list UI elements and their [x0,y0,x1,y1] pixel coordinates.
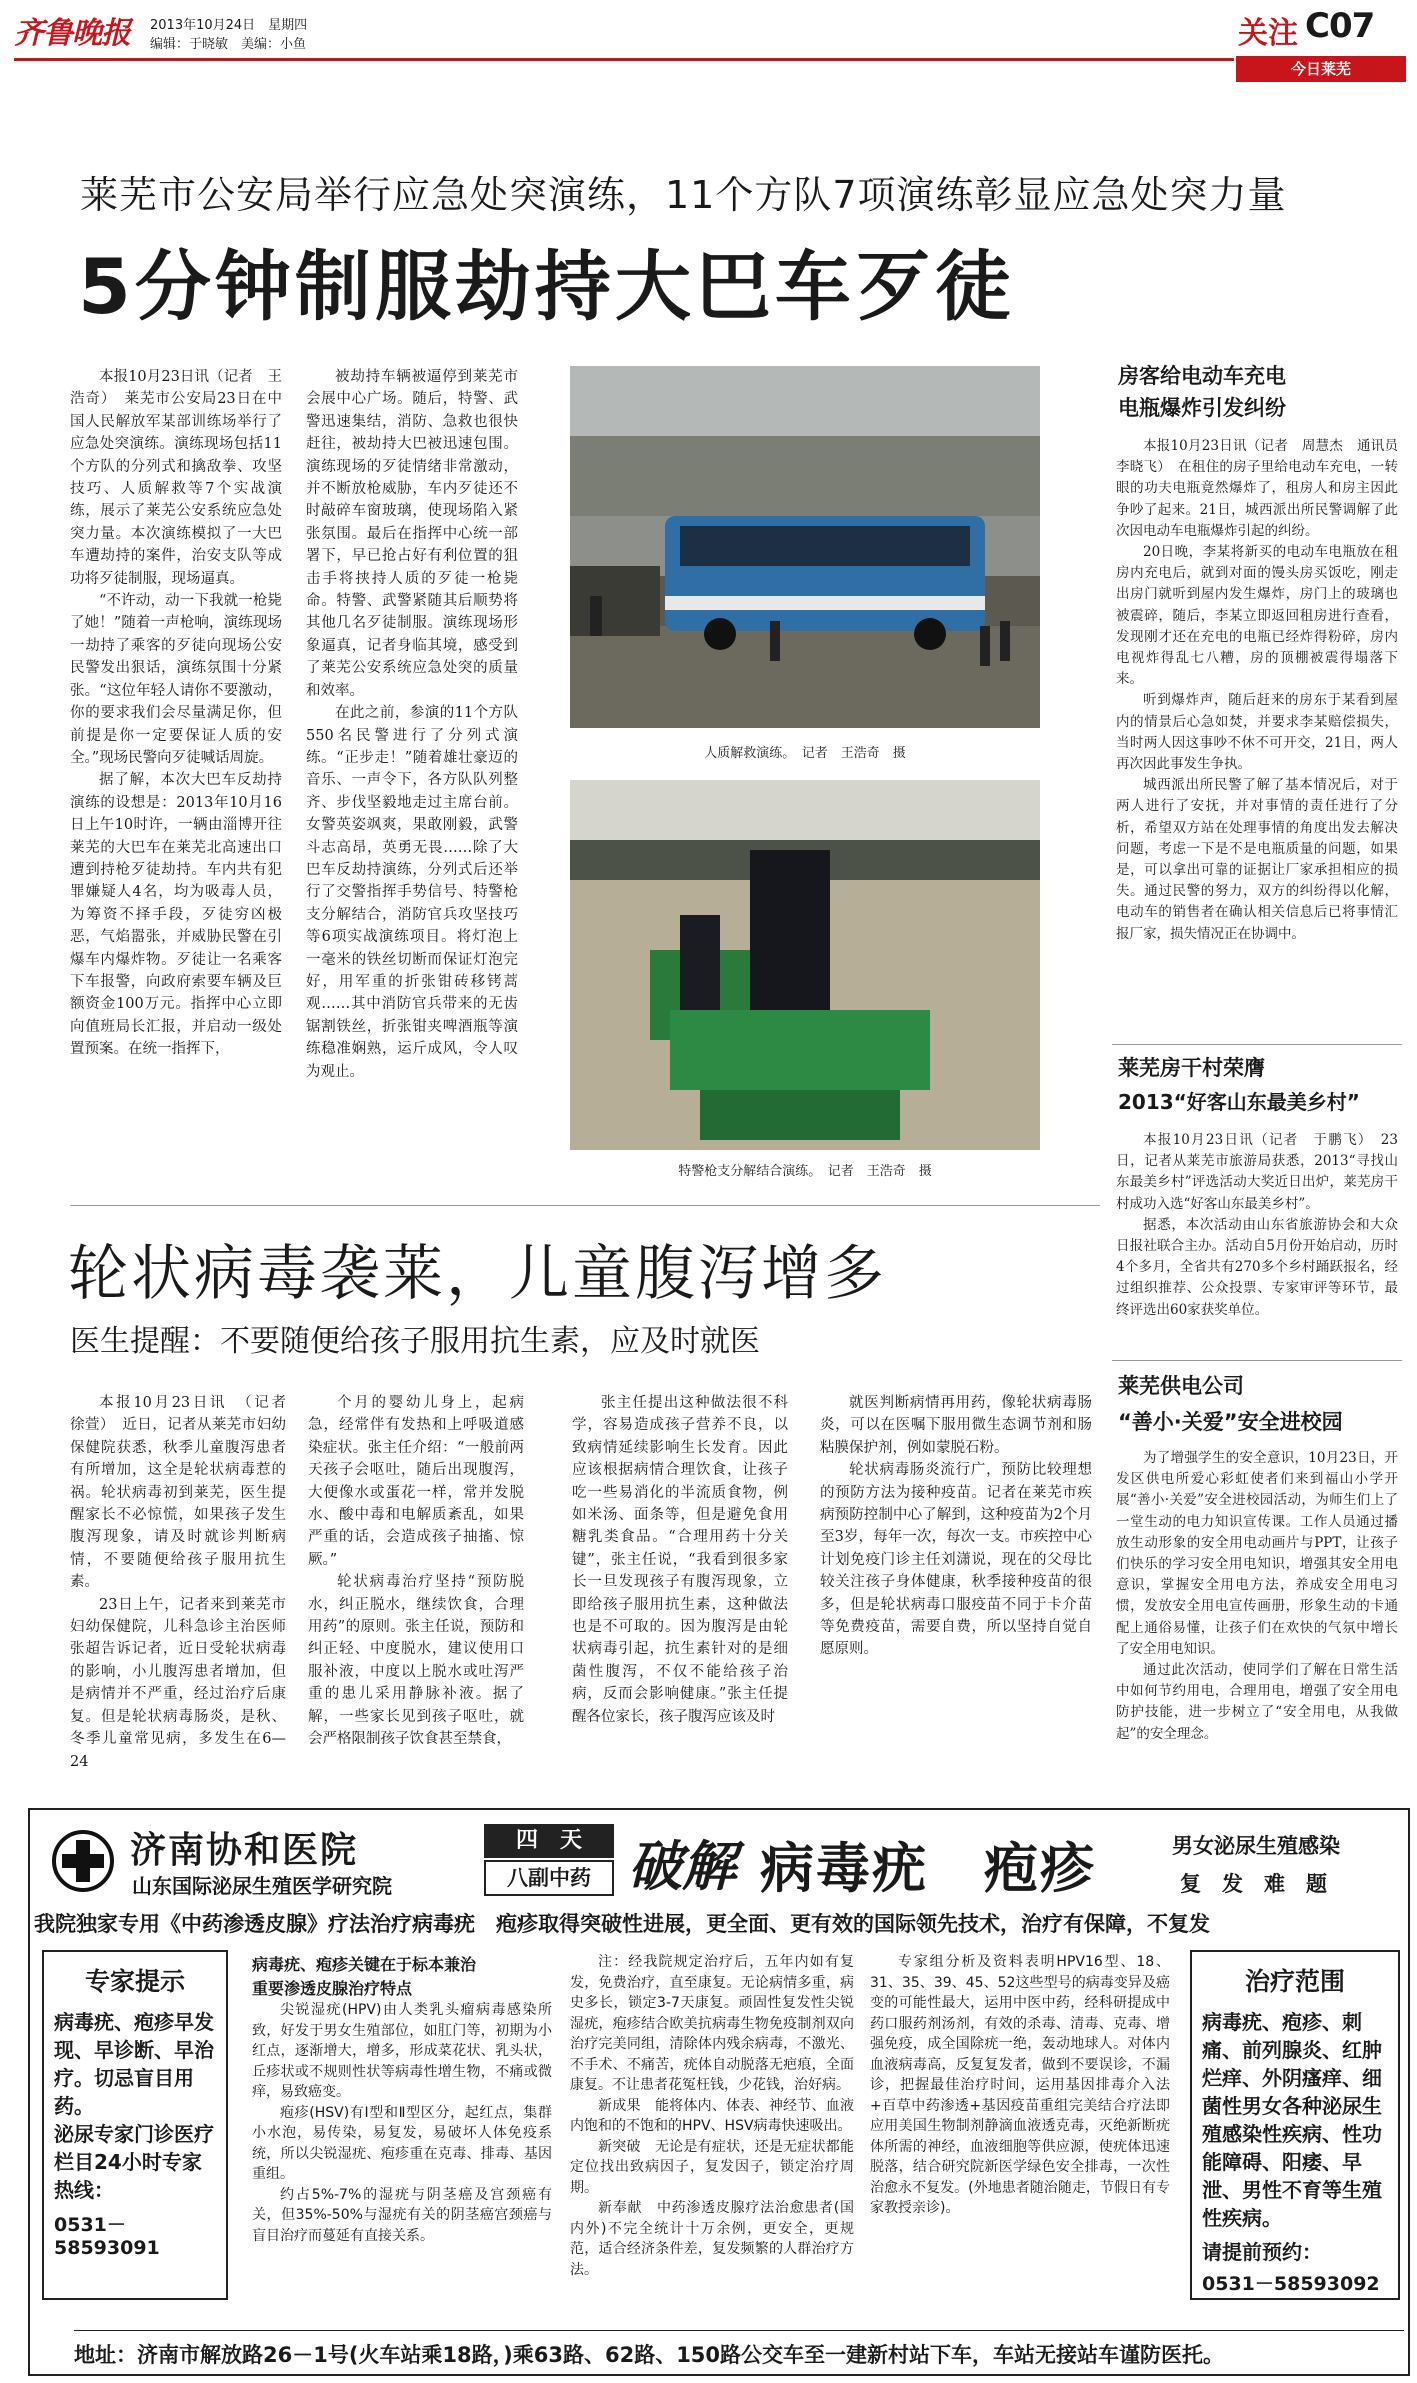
paragraph: 本报10月23日讯（记者 王浩奇） 莱芜市公安局23日在中国人民解放军某部训练场举行了应急处突演练。演练现场包括11个方队的分列式和擒敌拳、攻坚技巧、人质解救等7个实战演练，展示了莱芜公安系统应急处突力量。本次演练模拟了一大巴车遭劫持的案件，治安支队等成功将歹徒制服，现场逼真。 [70,369,282,587]
side3-divider [1112,1360,1402,1361]
paragraph: 新成果 能将体内、体表、神经节、血液内饱和的不饱和的HPV、HSV病毒快速吸出。 [570,2097,854,2134]
story1-kicker: 莱芜市公安局举行应急处突演练，11个方队7项演练彰显应急处突力量 [80,173,1287,217]
paragraph: 在此之前，参演的11个方队550名民警进行了分列式演练。“正步走！”随着雄壮豪迈的音乐、一声令下，各方队队列整齐、步伐坚毅地走过主席台前。女警英姿飒爽，果敢刚毅，武警斗志高昂，英勇无畏……除了大巴车反劫持演练，分列式后还举行了交警指挥手势信号、特警枪支分解结合，消防官兵攻坚技巧等6项实战演练项目。将灯泡上一毫米的铁丝切断而保证灯泡完好，用军重的折张钳砖移铐蒿观……其中消防官兵带来的无齿锯割铁丝，折张钳夹啤酒瓶等演练稳准娴熟，运斤成风，令人叹为观止。 [306,705,518,1080]
paragraph: 注：经我院规定治疗后，五年内如有复发，免费治疗，直至康复。无论病情多重，病史多长，锁定3-7天康复。顽固性复发性尖锐湿疣，疱疹结合欧美抗病毒生物免疫制剂双向治疗完美同组，清除体内残余病毒，不激光、不手术、不痛苦，疣体自动脱落无疤痕，全面康复。不让患者花冤枉钱，少花钱，治好病。 [570,1954,854,2093]
paragraph: 本报10月23日讯（记者 于鹏飞） 23日，记者从莱芜市旅游局获悉，2013“寻找山东最美乡村”评选活动大奖近日出炉，莱芜房干村成功入选“好客山东最美乡村”。 [1116,1132,1398,1212]
disease-slogan: 病毒疣 疱疹 [760,1837,1096,1900]
paragraph: 被劫持车辆被逼停到莱芜市会展中心广场。随后，特警、武警迅速集结，消防、急救也很快赶往，被劫持大巴被迅速包围。演练现场的歹徒情绪非常激动，并不断放枪威胁，车内歹徒还不时敲碎车窗玻璃，使现场陷入紧张氛围。最后在指挥中心统一部署下，早已抢占好有利位置的狙击手将挟持人质的歹徒一枪毙命。特警、武警紧随其后顺势将其他几名歹徒制服。演练现场形象逼真，记者身临其境，感受到了莱芜公安系统应急处突的质量和效率。 [306,369,518,699]
ad-text-column-c [870,1952,1170,2310]
paragraph: 本报10月23日讯（记者 周慧杰 通讯员 李晓飞） 在租住的房子里给电动车充电，一转眼的功夫电瓶竟然爆炸了，租房人和房主因此争吵了起来。21日，城西派出所民警调解了此次因电动车电瓶爆炸引起的纠纷。 [1116,438,1412,539]
paragraph: 新奉献 中药渗透皮腺疗法治愈患者(国内外)不完全统计十万余例，更安全，更规范，适合经济条件差，复发频繁的人群治疗方法。 [570,2200,854,2278]
paragraph: 23日上午，记者来到莱芜市妇幼保健院，儿科急诊主治医师张超告诉记者，近日受轮状病毒的影响，小儿腹泻患者增加，但是病情并不严重，经过治疗后康复。但是轮状病毒肠炎，是秋、冬季儿童常见病，多发生在6—24 [70,1596,286,1770]
expert-body: 病毒疣、疱疹早发现、早诊断、早治疗。切忌盲目用药。 [54,2010,214,2118]
weapons-drill-photo [570,780,1040,1150]
side3-title-line2: “善小·关爱”安全进校园 [1118,1410,1343,1434]
side3-title-line1: 莱芜供电公司 [1118,1374,1244,1398]
section-name: 关注 [1238,16,1298,51]
page-number: C07 [1305,6,1375,46]
paragraph: 20日晚，李某将新买的电动车电瓶放在租房内充电后，就到对面的馒头房买饭吃，刚走出房门就听到屋内发生爆炸，房门上的玻璃也被震碎，随后，李某立即返回租房进行查看，发现刚才还在充电的电瓶已经炸得粉碎，房内电视炸得乱七八糟，房的顶棚被震得塌落下来。 [1116,544,1398,688]
right-slogan-top: 男女泌尿生殖感染 [1172,1834,1340,1858]
hospital-cross-icon [52,1830,114,1892]
hospital-name: 济南协和医院 [130,1830,359,1871]
ad-article-title-1: 病毒疣、疱疹关键在于标本兼治 [252,1955,477,1974]
paragraph: 轮状病毒肠炎流行广，预防比较理想的预防方法为接种疫苗。记者在莱芜市疾病预防控制中心了解到，这种疫苗为2个月至3岁，每年一次，每次一支。市疾控中心计划免疫门诊主任刘潇说，现在的父母比较关注孩子身体健康，秋季接种疫苗的很多，但是轮状病毒口服疫苗不同于卡介苗等免费疫苗，需要自费，所以坚持自觉自愿原则。 [820,1462,1092,1658]
paragraph: 专家组分析及资料表明HPV16型、18、31、35、39、45、52这些型号的病毒变异及癌变的可能性最大，运用中医中药，经科研提成中药口服药剂汤剂，有效的杀毒、清毒、克毒、增强免疫，成全国除疣一绝，轰动地球人。对体内血液病毒高，反复复发者，做到不要误诊，不漏诊，把握最佳治疗时间，运用基因排毒介入法+百草中药渗透+基因疫苗重组完美结合疗法即应用美国生物制剂静滴血液透克毒，灭绝新断疣体所需的神经，血液细胞等供应源，使疣体迅速脱落，结合研究院新医学绿色安全排毒，一次性治愈永不复发。(外地患者随治随走，节假日有专家教授亲诊)。 [870,1954,1170,2216]
paragraph: 据悉，本次活动由山东省旅游协会和大众日报社联合主办。活动自5月份开始启动，历时4个多月，全省共有270多个乡村踊跃报名，经过组织推荐、公众投票、专家审评等环节，最终评选出60家获奖单位。 [1116,1216,1398,1318]
story2-subhead: 医生提醒：不要随便给孩子服用抗生素，应及时就医 [70,1324,760,1359]
paragraph: 尖锐湿疣(HPV)由人类乳头瘤病毒感染所致，好发于男女生殖部位，如肛门等，初期为小红点，逐渐增大，增多，形成菜花状、乳头状，丘疹状或不规则性状等病毒性增生物，不痛或微痒，易致癌变。 [252,2002,552,2100]
side1-body [1116,436,1412,1034]
hospital-address: 地址：济南市解放路26－1号(火车站乘18路，)乘63路、62路、150路公交车至一建新村站下车，车站无接站车谨防医托。 [74,2330,1404,2369]
side2-title-line1: 莱芜房干村荣膺 [1118,1056,1265,1080]
phone-left: 0531－58593091 [54,2214,160,2259]
side2-divider [1112,1044,1402,1045]
badge-bottom: 八副中药 [484,1860,614,1896]
photo1-caption: 人质解救演练。 记者 王浩奇 摄 [704,746,906,761]
institute-name: 山东国际泌尿生殖医学研究院 [132,1874,392,1898]
editor-credit: 编辑：于晓敏 美编：小鱼 [150,37,307,52]
story2-headline: 轮状病毒袭莱，儿童腹泻增多 [68,1239,887,1309]
paragraph: 城西派出所民警了解了基本情况后，对于两人进行了安抚，并对事情的责任进行了分析，希望双方站在处理事情的角度出发去解决问题，考虑一下是不是电瓶质量的问题，如果是，可以拿出可靠的证据让厂家承担相应的损失。通过民警的努力，双方的纠纷得以化解，电动车的销售者在确认相关信息后已将事情汇报厂家，损失情况正在协调中。 [1116,777,1398,942]
story2-column-4 [820,1392,1092,1790]
phone-right: 0531－58593092 [1202,2273,1380,2295]
paragraph: 个月的婴幼儿身上，起病急，经常伴有发热和上呼吸道感染症状。张主任介绍：“一般前两天孩子会呕吐，随后出现腹泻，大便像水或蛋花一样，常并发脱水、酸中毒和电解质紊乱，如果严重的话，会造成孩子抽搐、惊厥。” [308,1395,524,1568]
side1-title-line2: 电瓶爆炸引发纠纷 [1118,396,1286,420]
masthead-rule [14,58,1234,61]
ad-article-title-2: 重要渗透皮腺治疗特点 [252,1979,413,1998]
newspaper-logo: 齐鲁晚报 [14,16,130,51]
break-slogan: 破解 [628,1834,736,1898]
side2-title-line2: 2013“好客山东最美乡村” [1118,1090,1360,1114]
paragraph: “不许动，动一下我就一枪毙了她！”随着一声枪响，演练现场一劫持了乘客的歹徒向现场公安民警发出狠话，演练氛围十分紧张。“这位年轻人请你不要激动，你的要求我们会尽量满足你，但前提是你一定要保证人质的安全。”现场民警向歹徒喊话周旋。 [70,593,282,766]
hostage-rescue-photo [570,366,1040,728]
paragraph: 张主任提出这种做法很不科学，容易造成孩子营养不良，以致病情延续影响生长发育。因此应该根据病情合理饮食，让孩子吃一些易消化的半流质食物，例如米汤、面条等，但是避免食用糖乳类食品。“合理用药十分关键”，张主任说，“我看到很多家长一旦发现孩子有腹泻现象，立即给孩子服用抗生素，这种做法也是不可取的。因为腹泻是由轮状病毒引起，抗生素针对的是细菌性腹泻，不仅不能给孩子治病，反而会影响健康。”张主任提醒各位家长，孩子腹泻应该及时 [572,1395,788,1725]
badge-top: 四 天 [484,1824,614,1858]
story1-headline: 5分钟制服劫持大巴车歹徒 [78,242,1015,331]
advertisement [28,1808,1410,2376]
story2-column-2 [308,1392,524,1790]
paragraph: 本报10月23日讯 （记者 徐萱） 近日，记者从莱芜市妇幼保健院获悉，秋季儿童腹泻患者有所增加，这全是轮状病毒惹的祸。轮状病毒初到莱芜，医生提醒家长不必惊慌，如果孩子发生腹泻现象，请及时就诊判断病情，不要随便给孩子服用抗生素。 [70,1395,301,1591]
expert-clinic: 泌尿专家门诊医疗栏目24小时专家热线： [54,2122,214,2202]
paragraph: 约占5%-7%的湿疣与阴茎癌及宫颈癌有关，但35%-50%与湿疣有关的阴茎癌宫颈癌与盲目治疗而蔓延有直接关系。 [252,2186,552,2244]
paragraph: 疱疹(HSV)有Ⅰ型和Ⅱ型区分，起红点，集群小水泡，易传染，易复发，易破坏人体免疫系统，所以尖锐湿疣、疱疹重在克毒、排毒、基因重组。 [252,2104,552,2182]
paragraph: 轮状病毒治疗坚持“预防脱水，纠正脱水，继续饮食，合理用药”的原则。张主任说，预防和纠正轻、中度脱水，建议使用口服补液，中度以上脱水或吐泻严重的患儿采用静脉补液。据了解，一些家长见到孩子呕吐，就会严格限制孩子饮食甚至禁食， [308,1574,524,1748]
reserve-label: 请提前预约： [1202,2240,1322,2264]
scope-body: 病毒疣、疱疹、刺痛、前列腺炎、红肿烂痒、外阴瘙痒、细菌性男女各种泌尿生殖感染性疾病、性功能障碍、阳痿、早泄、男性不育等生殖性疾病。 [1202,2010,1382,2230]
photo2-caption: 特警枪支分解结合演练。 记者 王浩奇 摄 [678,1164,932,1179]
story2-column-1 [70,1392,301,1790]
side1-title-line1: 房客给电动车充电 [1118,364,1286,388]
scope-title: 治疗范围 [1244,1967,1345,1996]
expert-title: 专家提示 [84,1967,185,1996]
paragraph: 通过此次活动，使同学们了解在日常生活中如何节约用电，合理用电，增强了安全用电防护技能，进一步树立了“安全用电，从我做起”的安全理念。 [1116,1662,1398,1742]
side2-body [1116,1130,1398,1352]
paragraph: 听到爆炸声，随后赶来的房东于某看到屋内的情景后心急如焚，并要求李某赔偿损失，当时两人因这事吵不休不可开交，21日，两人再次因此事发生争执。 [1116,692,1398,773]
ad-text-column-a [252,2000,552,2310]
right-slogan-bottom: 复 发 难 题 [1180,1872,1327,1896]
ad-banner: 我院独家专用《中药渗透皮腺》疗法治疗病毒疣 疱疹取得突破性进展，更全面、更有效的国际领先技术，治疗有保障，不复发 [34,1912,1210,1936]
story2-column-3 [572,1392,788,1790]
bus-scene-illustration [570,366,1040,728]
paragraph: 新突破 无论是有症状，还是无症状都能定位找出致病因子，复发因子，锁定治疗周期。 [570,2138,854,2196]
side3-body [1116,1448,1398,1798]
story1-column-1 [70,366,282,1126]
weapons-drill-illustration [570,780,1040,1150]
paragraph: 据了解，本次大巴车反劫持演练的设想是：2013年10月16日上午10时许，一辆由淄博开往莱芜的大巴车在莱芜北高速出口遭到持枪歹徒劫持。车内共有犯罪嫌疑人4名，均为吸毒人员，为筹资不择手段，歹徒穷凶极恶，气焰嚣张，并威胁民警在引爆车内爆炸物。歹徒让一名乘客下车报警，向政府索要车辆及巨额资金100万元。指挥中心立即向值班局长汇报，并启动一级处置预案。在统一指挥下， [70,772,282,1058]
paragraph: 就医判断病情再用药，像轮状病毒肠炎，可以在医嘱下服用微生态调节剂和肠粘膜保护剂，例如蒙脱石粉。 [820,1395,1092,1456]
story-divider [70,1205,1100,1206]
paragraph: 为了增强学生的安全意识，10月23日，开发区供电所爱心彩虹使者们来到福山小学开展“善小·关爱”安全进校园活动，为师生们上了一堂生动的电力知识宣传课。工作人员通过播放生动形象的安全用电动画片与PPT，让孩子们快乐的学习安全用电知识，增强其安全用电意识，掌握安全用电方法，养成安全用电习惯，发放安全用电宣传画册，形象生动的卡通配上通俗易懂，让孩子们在欢快的气氛中增长了安全用电知识。 [1116,1450,1398,1657]
scope-box [1190,1950,1400,2300]
story1-column-2 [306,366,518,1126]
expert-box [42,1950,228,2300]
section-subtitle: 今日莱芜 [1236,56,1406,82]
issue-date: 2013年10月24日 星期四 [150,18,308,33]
ad-text-column-b [570,1952,854,2310]
